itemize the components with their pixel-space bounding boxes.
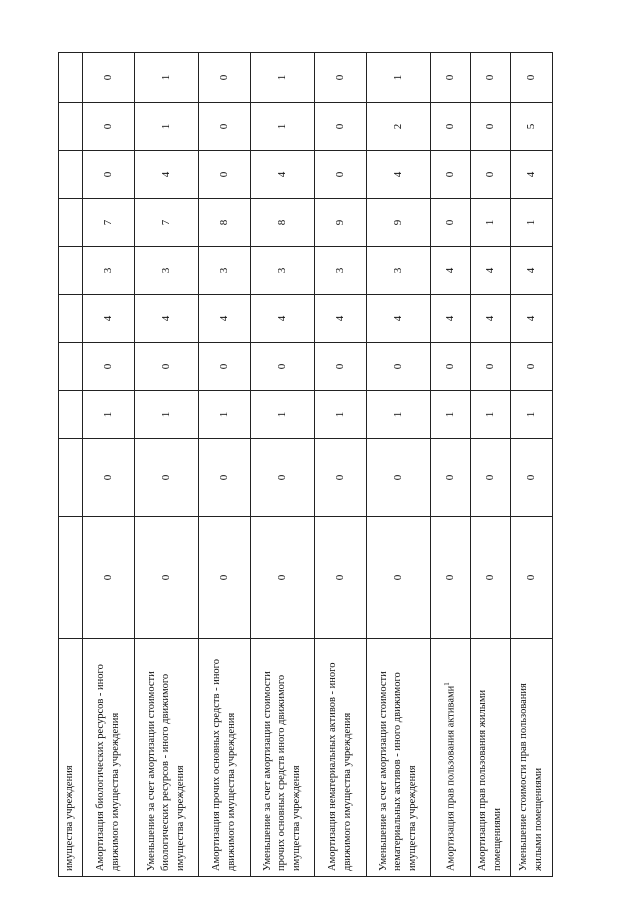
code-cell: 0 [431,343,471,391]
code-cell: 4 [135,295,199,343]
code-cell: 3 [315,247,367,295]
code-cell: 3 [135,247,199,295]
row-label [511,639,553,877]
row-label-text: Амортизация прав пользования жилыми помещениями [477,689,503,871]
code-cell: 0 [431,103,471,151]
code-cell: 2 [367,103,431,151]
code-cell: 0 [511,439,553,517]
table-row [199,53,251,877]
row-label-text: Уменьшение за счет амортизации стоимости нематериальных активов - иного движимого имущества учреждения [378,671,418,871]
code-cell: 7 [135,199,199,247]
table-row [367,53,431,877]
code-cell: 0 [251,439,315,517]
row-label [199,639,251,877]
code-cell: 3 [251,247,315,295]
table-row [471,53,511,877]
code-cell [59,295,83,343]
code-cell: 1 [471,199,511,247]
table-row [251,53,315,877]
row-label-text: Уменьшение за счет амортизации стоимости биологических ресурсов - иного движимого имущества учреждения [146,671,186,871]
code-cell: 0 [83,343,135,391]
code-cell: 0 [471,439,511,517]
row-label-text: Уменьшение за счет амортизации стоимости прочих основных средств иного движимого имущества учреждения [262,671,302,871]
table-row [83,53,135,877]
code-cell: 4 [471,295,511,343]
code-cell: 0 [367,439,431,517]
code-cell: 3 [83,247,135,295]
code-cell: 1 [135,53,199,103]
code-cell: 0 [431,439,471,517]
code-cell: 0 [471,517,511,639]
row-label [135,639,199,877]
code-cell: 4 [83,295,135,343]
code-cell: 0 [315,343,367,391]
row-label [471,639,511,877]
code-cell: 4 [251,151,315,199]
code-cell: 0 [199,343,251,391]
table-row [135,53,199,877]
code-cell: 4 [315,295,367,343]
row-label-text: Амортизация биологических ресурсов - иного движимого имущества учреждения [95,664,121,871]
code-cell: 9 [315,199,367,247]
code-cell: 4 [511,151,553,199]
code-cell: 5 [511,103,553,151]
row-label [83,639,135,877]
code-cell: 3 [367,247,431,295]
code-cell: 0 [367,343,431,391]
code-cell: 0 [83,53,135,103]
code-cell: 0 [431,199,471,247]
code-cell: 4 [367,151,431,199]
table-row [431,53,471,877]
code-cell [59,151,83,199]
code-cell: 0 [135,517,199,639]
row-label [251,639,315,877]
code-cell: 0 [135,343,199,391]
code-cell: 0 [471,343,511,391]
row-label [315,639,367,877]
code-cell: 0 [199,151,251,199]
footnote-marker: 1 [442,682,451,686]
code-cell: 7 [83,199,135,247]
code-cell: 0 [83,517,135,639]
row-label-text: Уменьшение стоимости прав пользования жилыми помещениями [518,683,544,871]
code-cell: 0 [315,151,367,199]
code-cell: 0 [367,517,431,639]
code-cell [59,343,83,391]
code-cell: 0 [83,151,135,199]
table-row [59,53,83,877]
code-cell: 0 [315,517,367,639]
row-label [59,639,83,877]
code-cell: 0 [83,439,135,517]
code-cell: 1 [251,103,315,151]
code-cell [59,439,83,517]
code-cell: 1 [83,391,135,439]
row-label [431,639,471,877]
code-cell: 4 [471,247,511,295]
code-cell: 3 [199,247,251,295]
code-cell: 0 [471,103,511,151]
code-cell: 0 [511,343,553,391]
code-cell: 1 [511,391,553,439]
code-cell: 0 [471,53,511,103]
code-cell: 0 [251,343,315,391]
code-cell: 1 [367,391,431,439]
code-cell: 0 [315,103,367,151]
code-cell: 0 [511,517,553,639]
code-cell [59,103,83,151]
table-row [315,53,367,877]
code-cell: 1 [511,199,553,247]
code-cell [59,53,83,103]
code-cell: 0 [315,53,367,103]
code-cell: 0 [431,151,471,199]
code-cell: 1 [471,391,511,439]
code-cell: 0 [431,53,471,103]
code-cell: 4 [199,295,251,343]
code-cell: 0 [511,53,553,103]
code-cell: 4 [511,295,553,343]
code-cell: 1 [315,391,367,439]
code-cell: 4 [431,295,471,343]
code-cell: 0 [83,103,135,151]
code-cell: 4 [431,247,471,295]
code-cell: 8 [199,199,251,247]
code-cell: 1 [367,53,431,103]
code-cell: 0 [199,53,251,103]
code-cell: 0 [135,439,199,517]
table-row [511,53,553,877]
row-label-text: имущества учреждения [64,765,76,871]
code-cell: 0 [471,151,511,199]
code-cell: 4 [367,295,431,343]
code-cell: 0 [431,517,471,639]
account-codes-table [58,52,553,877]
code-cell: 0 [251,517,315,639]
code-cell: 0 [315,439,367,517]
code-cell: 1 [251,53,315,103]
row-label-text: Амортизация нематериальных активов - иного движимого имущества учреждения [327,662,353,871]
code-cell: 4 [251,295,315,343]
code-cell: 9 [367,199,431,247]
code-cell: 4 [135,151,199,199]
code-cell [59,199,83,247]
code-cell: 4 [511,247,553,295]
row-label [367,639,431,877]
row-label-text: Амортизация прочих основных средств - иного движимого имущества учреждения [211,659,237,871]
code-cell: 1 [135,103,199,151]
code-cell: 8 [251,199,315,247]
code-cell: 0 [199,517,251,639]
code-cell [59,391,83,439]
code-cell: 1 [431,391,471,439]
code-cell: 0 [199,439,251,517]
code-cell: 1 [251,391,315,439]
code-cell: 1 [199,391,251,439]
row-label-text: Амортизация прав пользования активами [445,685,457,871]
code-cell [59,247,83,295]
code-cell [59,517,83,639]
code-cell: 0 [199,103,251,151]
code-cell: 1 [135,391,199,439]
rotated-table-container [58,57,544,877]
